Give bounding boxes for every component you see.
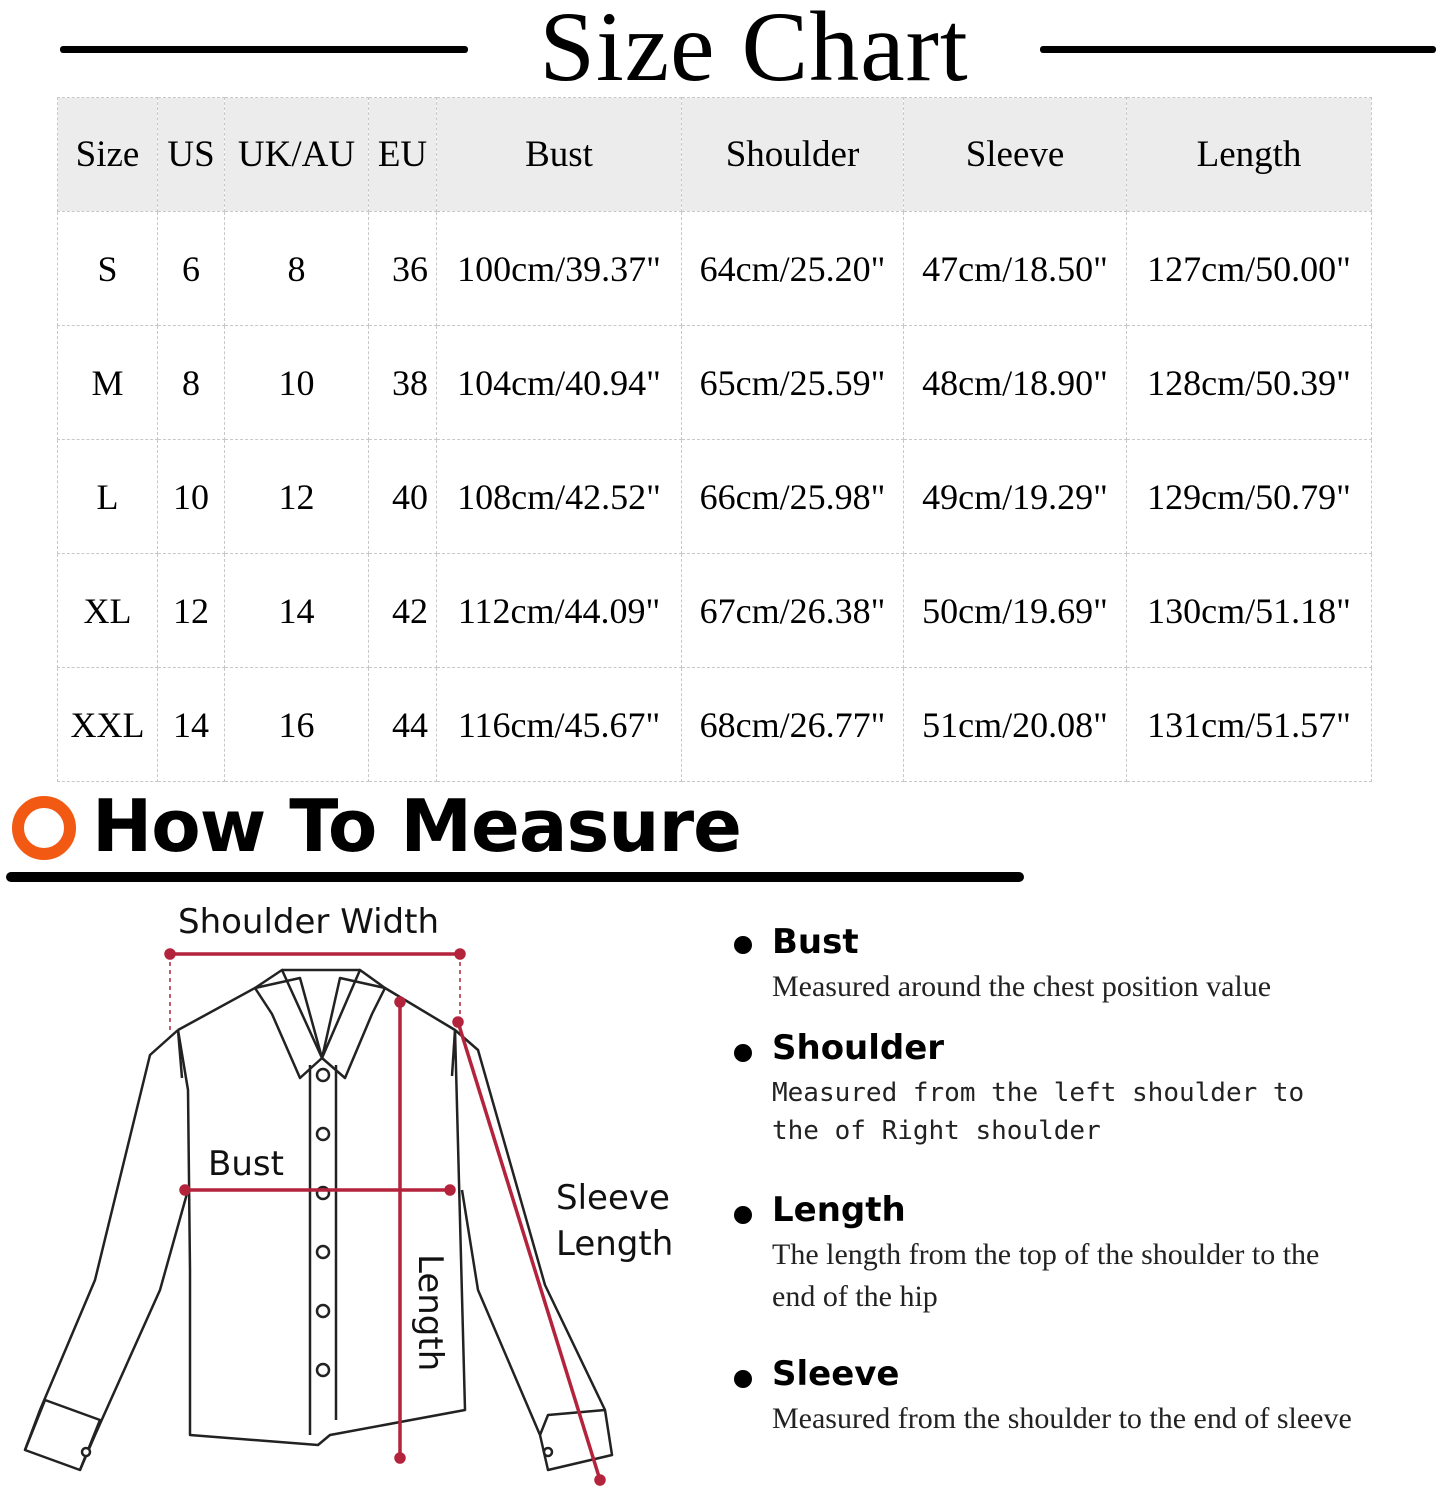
section-title: How To Measure bbox=[92, 784, 741, 868]
sleeve-label-line1: Sleeve bbox=[556, 1178, 670, 1218]
table-cell: 129cm/50.79" bbox=[1127, 440, 1372, 554]
size-chart-header bbox=[0, 0, 1440, 102]
table-header-row bbox=[58, 98, 1372, 212]
table-cell: 131cm/51.57" bbox=[1127, 668, 1372, 782]
table-cell: 48cm/18.90" bbox=[904, 326, 1127, 440]
table-cell: S bbox=[58, 212, 158, 326]
size-table bbox=[57, 97, 1372, 782]
table-row bbox=[58, 668, 1372, 782]
header-cell: Shoulder bbox=[682, 98, 904, 212]
definition-text: Measured from the left shoulder to the of Right shoulder bbox=[772, 1078, 1305, 1146]
header-cell: Sleeve bbox=[904, 98, 1127, 212]
title-rule-right bbox=[1040, 46, 1436, 53]
table-cell: 10 bbox=[158, 440, 225, 554]
definition-text: Measured around the chest position value bbox=[772, 970, 1272, 1003]
header-cell: Size bbox=[58, 98, 158, 212]
page-title: Size Chart bbox=[539, 0, 969, 102]
table-cell: 68cm/26.77" bbox=[682, 668, 904, 782]
header-cell: Bust bbox=[437, 98, 682, 212]
section-rule bbox=[6, 872, 1024, 882]
definition-term: Length bbox=[772, 1190, 906, 1230]
table-row bbox=[58, 212, 1372, 326]
table-cell: 50cm/19.69" bbox=[904, 554, 1127, 668]
table-cell: 112cm/44.09" bbox=[437, 554, 682, 668]
table-cell: 14 bbox=[158, 668, 225, 782]
title-rule-left bbox=[60, 46, 468, 53]
table-cell: 116cm/45.67" bbox=[437, 668, 682, 782]
table-cell: 51cm/20.08" bbox=[904, 668, 1127, 782]
table-cell: 66cm/25.98" bbox=[682, 440, 904, 554]
bullet-icon bbox=[734, 1044, 752, 1062]
bullet-icon bbox=[734, 936, 752, 954]
definition-term: Bust bbox=[772, 922, 859, 962]
bullet-icon bbox=[734, 1370, 752, 1388]
table-cell: 127cm/50.00" bbox=[1127, 212, 1372, 326]
table-cell: 8 bbox=[158, 326, 225, 440]
table-cell: 10 bbox=[225, 326, 369, 440]
table-cell: 49cm/19.29" bbox=[904, 440, 1127, 554]
table-cell: M bbox=[58, 326, 158, 440]
table-cell: 44 bbox=[369, 668, 437, 782]
table-cell: L bbox=[58, 440, 158, 554]
orange-ring-icon bbox=[12, 796, 76, 860]
length-label: Length bbox=[410, 1254, 450, 1372]
bullet-icon bbox=[734, 1206, 752, 1224]
table-cell: 64cm/25.20" bbox=[682, 212, 904, 326]
table-cell: 36 bbox=[369, 212, 437, 326]
table-cell: 47cm/18.50" bbox=[904, 212, 1127, 326]
table-cell: 42 bbox=[369, 554, 437, 668]
definition-text: The length from the top of the shoulder to the end of the hip bbox=[772, 1238, 1320, 1313]
table-cell: 12 bbox=[225, 440, 369, 554]
shirt-measurement-diagram bbox=[0, 890, 720, 1500]
table-cell: 130cm/51.18" bbox=[1127, 554, 1372, 668]
table-cell: XL bbox=[58, 554, 158, 668]
definition-term: Shoulder bbox=[772, 1028, 945, 1068]
bust-label: Bust bbox=[208, 1144, 284, 1184]
header-cell: EU bbox=[369, 98, 437, 212]
table-cell: 100cm/39.37" bbox=[437, 212, 682, 326]
table-cell: 67cm/26.38" bbox=[682, 554, 904, 668]
table-row bbox=[58, 326, 1372, 440]
definition-text: Measured from the shoulder to the end of sleeve bbox=[772, 1402, 1352, 1435]
table-cell: 6 bbox=[158, 212, 225, 326]
table-cell: 104cm/40.94" bbox=[437, 326, 682, 440]
header-cell: UK/AU bbox=[225, 98, 369, 212]
table-cell: 40 bbox=[369, 440, 437, 554]
table-row bbox=[58, 554, 1372, 668]
shoulder-width-label: Shoulder Width bbox=[178, 902, 439, 942]
table-cell: 16 bbox=[225, 668, 369, 782]
header-cell: US bbox=[158, 98, 225, 212]
table-cell: 14 bbox=[225, 554, 369, 668]
table-cell: 8 bbox=[225, 212, 369, 326]
table-cell: 12 bbox=[158, 554, 225, 668]
definition-term: Sleeve bbox=[772, 1354, 900, 1394]
table-cell: XXL bbox=[58, 668, 158, 782]
table-cell: 108cm/42.52" bbox=[437, 440, 682, 554]
table-cell: 38 bbox=[369, 326, 437, 440]
table-row bbox=[58, 440, 1372, 554]
table-cell: 128cm/50.39" bbox=[1127, 326, 1372, 440]
sleeve-label-line2: Length bbox=[556, 1224, 674, 1264]
how-to-measure-header bbox=[0, 784, 1040, 890]
table-cell: 65cm/25.59" bbox=[682, 326, 904, 440]
header-cell: Length bbox=[1127, 98, 1372, 212]
